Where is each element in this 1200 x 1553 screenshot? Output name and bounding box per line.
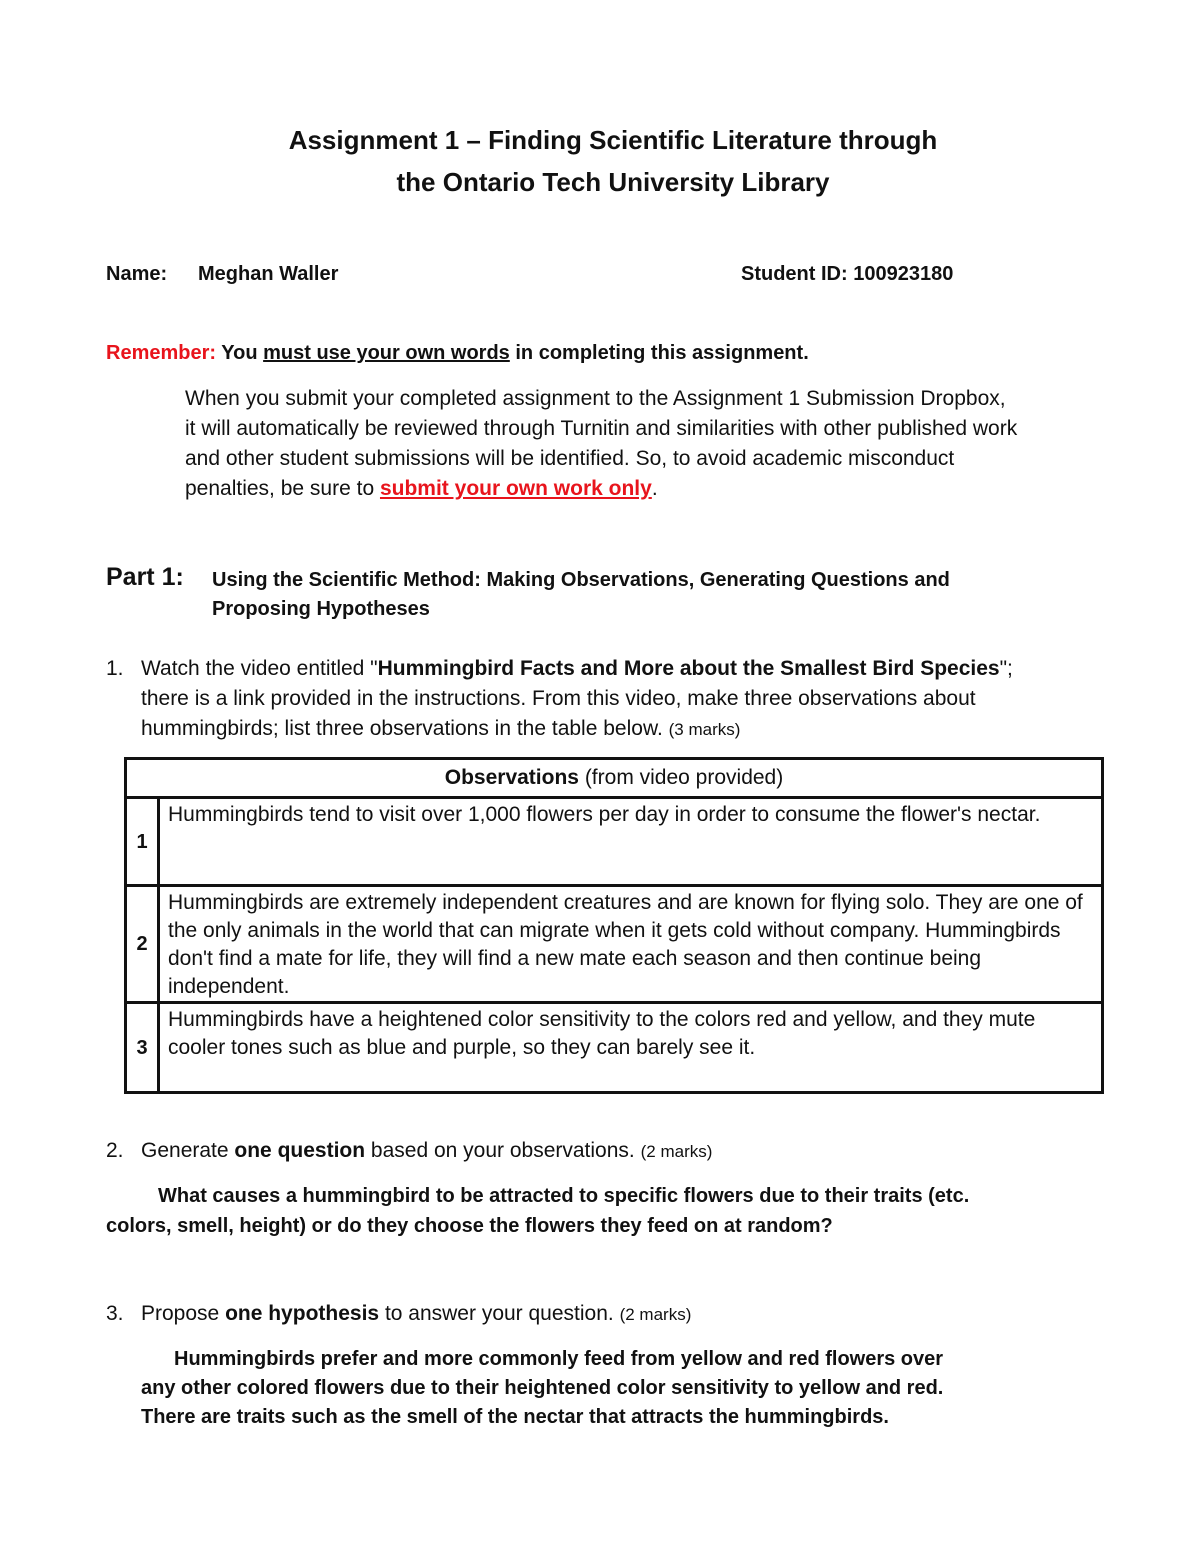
reminder-para-line: it will automatically be reviewed through Turnitin and similarities with other published work	[185, 417, 1018, 440]
row-number: 3	[126, 1003, 159, 1093]
name-label: Name:	[106, 263, 168, 285]
question-2-number: 2.	[106, 1139, 124, 1162]
row-number: 1	[126, 798, 159, 886]
question-2-marks: (2 marks)	[640, 1142, 713, 1161]
part1-label: Part 1:	[106, 563, 184, 591]
table-header-row	[126, 759, 1103, 798]
observation-text: Hummingbirds tend to visit over 1,000 flowers per day in order to consume the flower's nectar.	[159, 798, 1103, 886]
question-1-number: 1.	[106, 657, 124, 680]
page-title-line-2: the Ontario Tech University Library	[396, 167, 830, 197]
question-2-answer	[106, 1181, 1166, 1241]
reminder-para-line	[185, 474, 1145, 504]
question-3-after: to answer your question.	[384, 1302, 614, 1325]
table-header	[126, 759, 1103, 798]
question-2-before: Generate	[141, 1139, 229, 1162]
question-2-answer-line: colors, smell, height) or do they choose the flowers they feed on at random?	[106, 1215, 833, 1237]
question-1-text	[141, 654, 1141, 745]
question-3-number: 3.	[106, 1302, 124, 1325]
observation-text: Hummingbirds have a heightened color sensitivity to the colors red and yellow, and they mute cooler tones such as blue and purple, so they can barely see it.	[159, 1003, 1103, 1093]
question-1-line	[141, 654, 1141, 684]
reminder-label: Remember:	[106, 342, 217, 364]
question-3-text	[141, 1299, 691, 1330]
reminder-para-text: penalties, be sure to	[185, 477, 375, 500]
student-id-value: 100923180	[853, 263, 954, 285]
part1-heading-line: Proposing Hypotheses	[212, 598, 430, 620]
reminder-line	[106, 342, 809, 365]
question-3-answer-line: There are traits such as the smell of the nectar that attracts the hummingbirds.	[141, 1406, 889, 1428]
reminder-para-line: When you submit your completed assignment to the Assignment 1 Submission Dropbox,	[185, 387, 1006, 410]
question-1-marks: (3 marks)	[668, 720, 741, 739]
question-2-answer-line: What causes a hummingbird to be attracted to specific flowers due to their traits (etc.	[158, 1185, 970, 1207]
table-row	[126, 886, 1103, 1003]
question-3-answer-line: any other colored flowers due to their heightened color sensitivity to yellow and red.	[141, 1377, 944, 1399]
question-2-text	[141, 1136, 712, 1167]
reminder-para-period: .	[651, 477, 658, 500]
question-3-answer-line: Hummingbirds prefer and more commonly feed from yellow and red flowers over	[174, 1348, 944, 1370]
question-1-line	[141, 714, 1141, 745]
question-3-answer	[141, 1345, 1141, 1432]
part1-heading-line: Using the Scientific Method: Making Observations, Generating Questions and	[212, 569, 950, 591]
video-title: Hummingbird Facts and More about the Smallest Bird Species	[377, 657, 1000, 680]
question-2-bold: one question	[234, 1139, 366, 1162]
question-3-marks: (2 marks)	[619, 1305, 692, 1324]
table-header-bold: Observations	[444, 766, 579, 789]
student-id-line	[741, 263, 953, 286]
table-row	[126, 798, 1103, 886]
question-3-before: Propose	[141, 1302, 220, 1325]
part1-heading	[212, 566, 950, 624]
table-header-rest: (from video provided)	[584, 766, 784, 789]
question-2-after: based on your observations.	[370, 1139, 635, 1162]
student-id-label: Student ID:	[741, 263, 848, 285]
reminder-underlined: must use your own words	[263, 342, 510, 364]
observation-text: Hummingbirds are extremely independent creatures and are known for flying solo. They are one of the only animals in the world that can migrate when it gets cold without company. Hummingbirds don't find a mate for life, they will find a new mate each season and then continue being independent.	[159, 886, 1103, 1003]
page-title-line-1: Assignment 1 – Finding Scientific Literature through	[288, 125, 938, 155]
question-3-bold: one hypothesis	[225, 1302, 380, 1325]
question-1-line: there is a link provided in the instructions. From this video, make three observations about	[141, 687, 976, 710]
reminder-paragraph	[185, 384, 1145, 504]
row-number: 2	[126, 886, 159, 1003]
question-1-text-line3: hummingbirds; list three observations in the table below.	[141, 717, 663, 740]
question-1-text-after: ";	[999, 657, 1013, 680]
name-value: Meghan Waller	[198, 263, 339, 285]
table-row	[126, 1003, 1103, 1093]
question-1-text-before: Watch the video entitled "	[141, 657, 378, 680]
reminder-para-line: and other student submissions will be identified. So, to avoid academic misconduct	[185, 447, 955, 470]
own-work-emphasis: submit your own work only	[379, 477, 652, 500]
reminder-text-after: in completing this assignment.	[515, 342, 809, 364]
reminder-text-before: You	[221, 342, 258, 364]
observations-table	[124, 757, 1104, 1094]
